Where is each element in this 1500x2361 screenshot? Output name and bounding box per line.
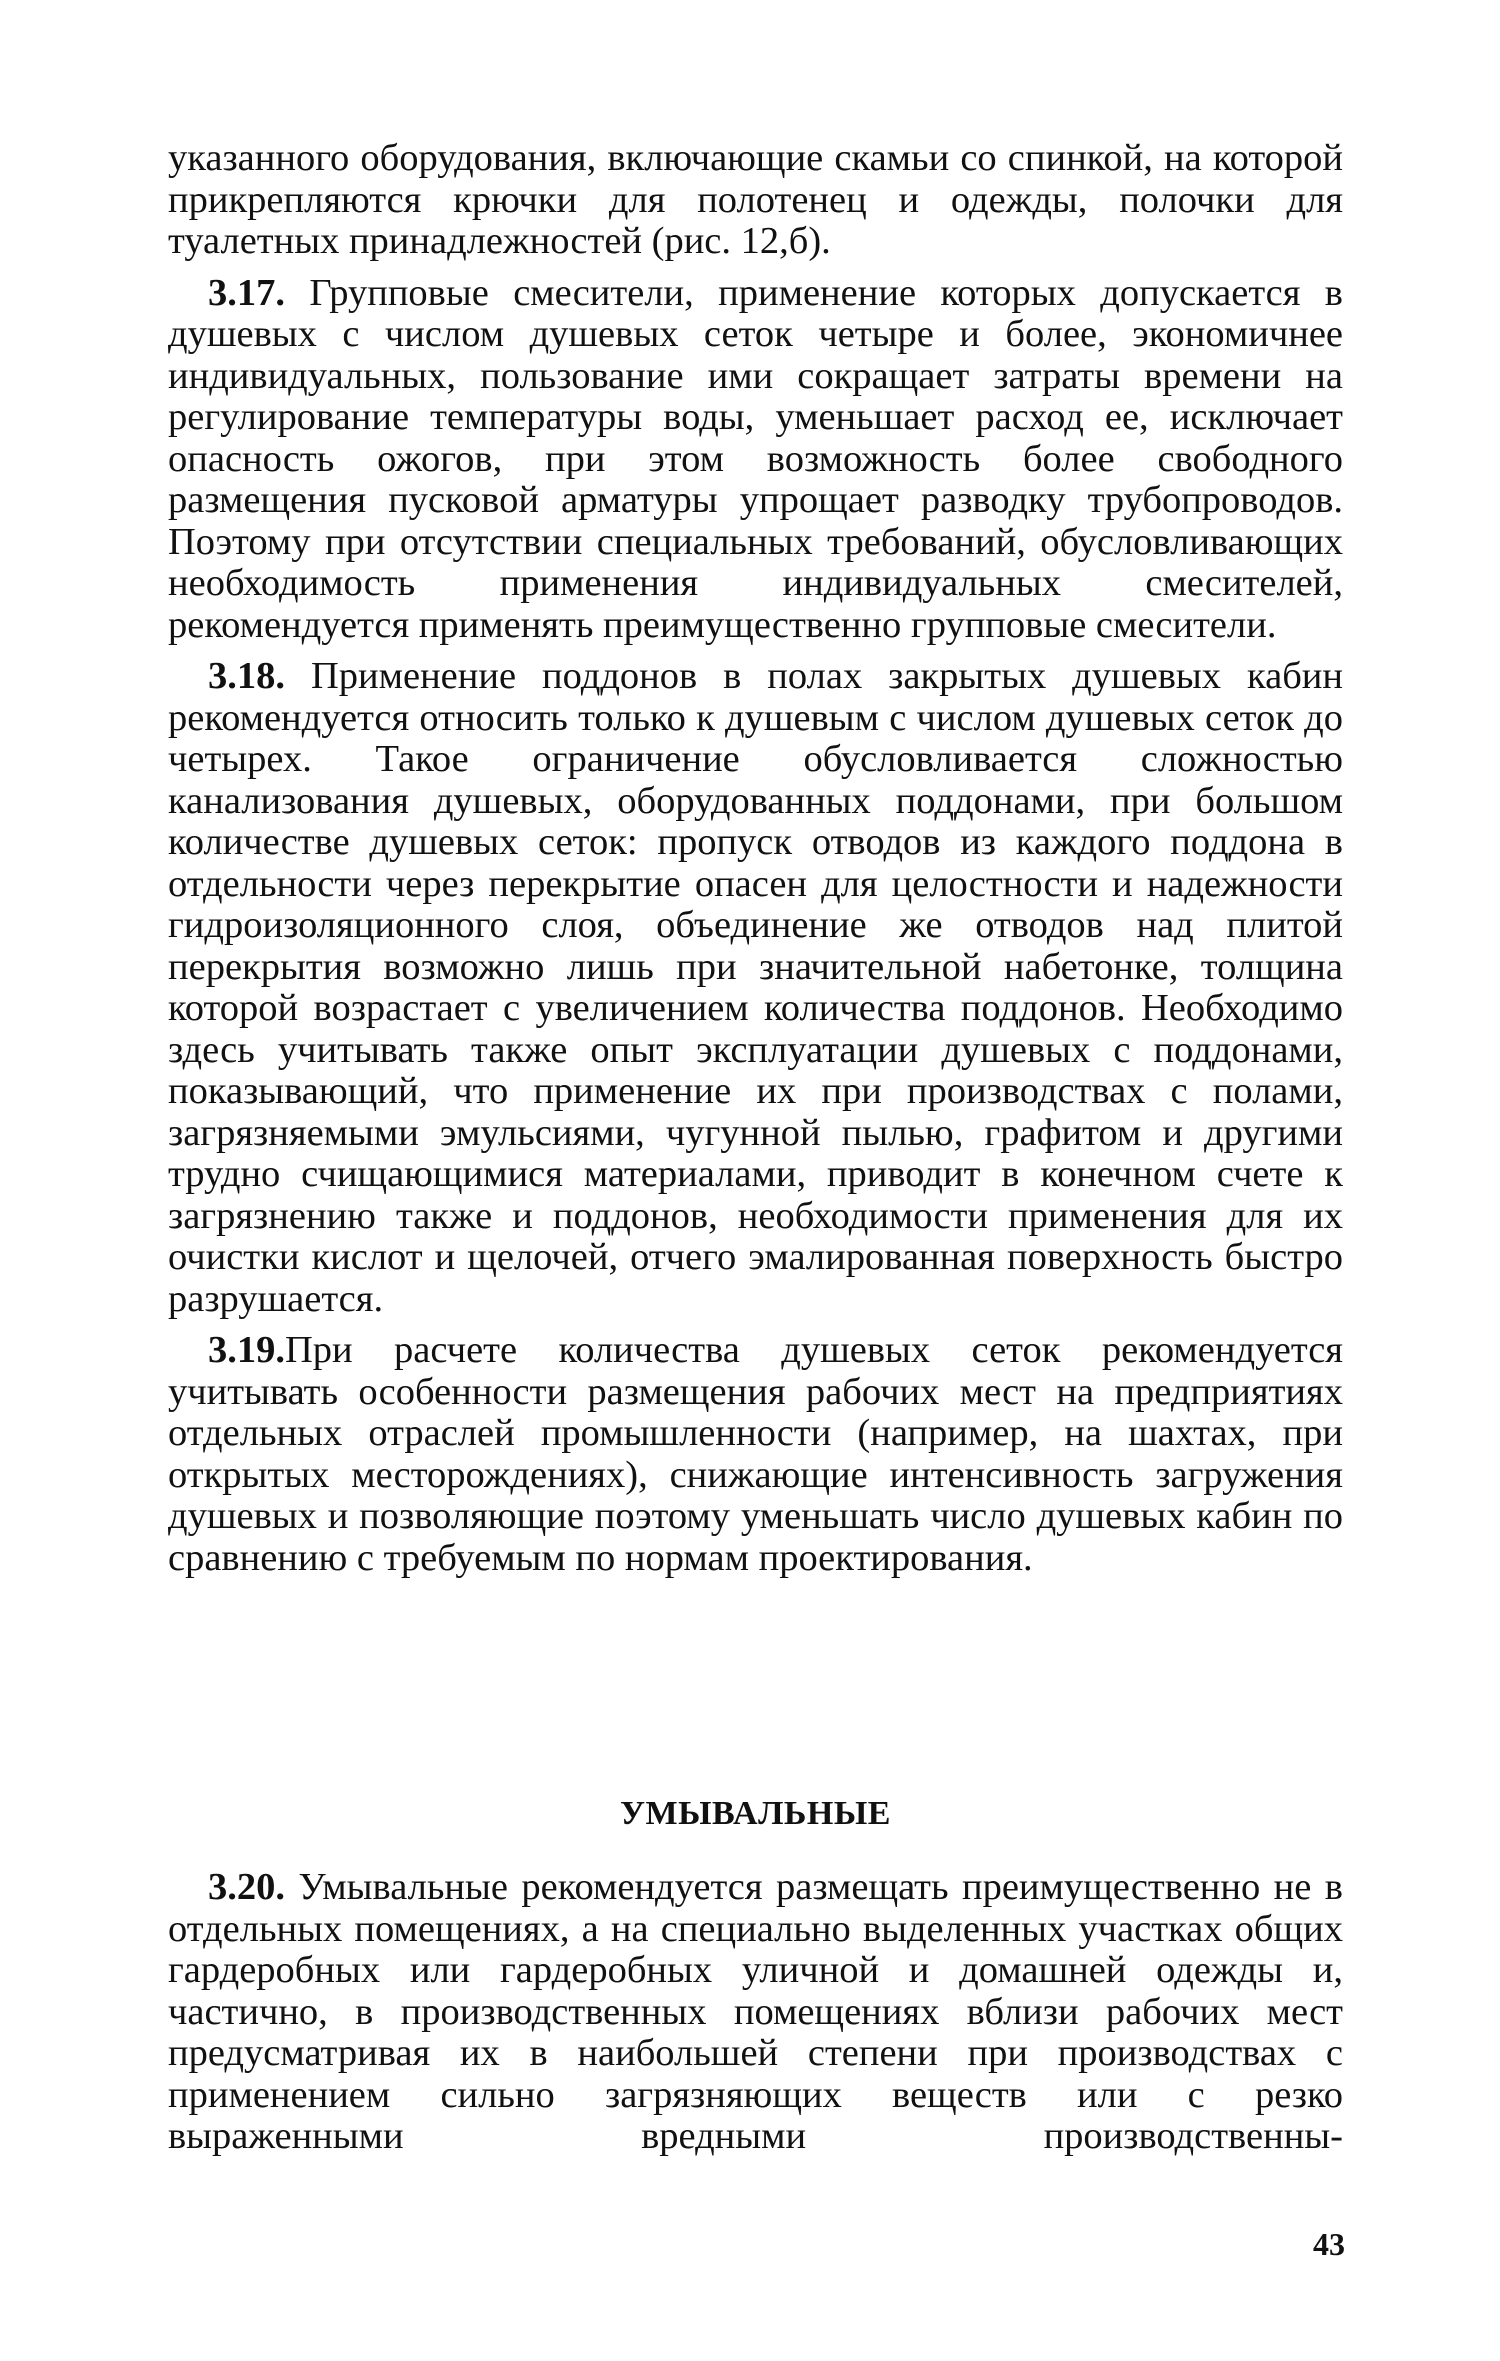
- continuation-paragraph: указанного оборудования, включающие скамьи со спинкой, на которой прикрепляются крючки для полотенец и одежды, полочки для туалетных принадлежностей (рис. 12,б).: [168, 137, 1343, 262]
- section-heading: УМЫВАЛЬНЫЕ: [620, 1795, 891, 1832]
- paragraph-3-20: [168, 1867, 1343, 2158]
- paragraph-text: При расчете количества душевых сеток рекомендуется учитывать особенности размещения рабочих мест на предприятиях отдельных отраслей промышленности (например, на шахтах, при открытых месторождениях), снижающие интенсивность загружения душевых и позволяющие поэтому уменьшать число душевых кабин по сравнению с требуемым по нормам проектирования.: [168, 1329, 1343, 1579]
- section-text-column: [168, 1867, 1343, 2158]
- paragraph-3-19: [168, 1330, 1343, 1579]
- paragraph-number: 3.20.: [208, 1866, 285, 1908]
- paragraph-3-18: [168, 656, 1343, 1320]
- paragraph-number: 3.18.: [208, 655, 285, 697]
- paragraph-number: 3.19.: [208, 1329, 285, 1371]
- main-text-column: [168, 138, 1343, 1579]
- paragraph-text: Умывальные рекомендуется размещать преимущественно не в отдельных помещениях, а на специально выделенных участках общих гардеробных или гардеробных уличной и домашней одежды и, частично, в производственных помещениях вблизи рабочих мест предусматривая их в наибольшей степени при производствах с применением сильно загрязняющих веществ или с резко выраженными вредными производственны-: [168, 1866, 1343, 2157]
- paragraph-3-17: [168, 273, 1343, 647]
- paragraph-text: Групповые смесители, применение которых допускается в душевых с числом душевых сеток четыре и более, экономичнее индивидуальных, пользование ими сокращает затраты времени на регулирование температуры воды, уменьшает расход ее, исключает опасность ожогов, при этом возможность более свободного размещения пусковой арматуры упрощает разводку трубопроводов. Поэтому при отсутствии специальных требований, обусловливающих необходимость применения индивидуальных смесителей, рекомендуется применять преимущественно групповые смесители.: [168, 271, 1343, 646]
- paragraph-number: 3.17.: [208, 271, 285, 314]
- paragraph-text: Применение поддонов в полах закрытых душевых кабин рекомендуется относить только к душевым с числом душевых сеток до четырех. Такое ограничение обусловливается сложностью канализования душевых, оборудованных поддонами, при большом количестве душевых сеток: пропуск отводов из каждого поддона в отдельности через перекрытие опасен для целостности и надежности гидроизоляционного слоя, объединение же отводов над плитой перекрытия возможно лишь при значительной набетонке, толщина которой возрастает с увеличением количества поддонов. Необходимо здесь учитывать также опыт эксплуатации душевых с поддонами, показывающий, что применение их при производствах с полами, загрязняемыми эмульсиями, чугунной пылью, графитом и другими трудно счищающимися материалами, приводит в конечном счете к загрязнению также и поддонов, необходимости применения для их очистки кислот и щелочей, отчего эмалированная поверхность быстро разрушается.: [168, 655, 1343, 1320]
- page-number: 43: [1313, 2226, 1345, 2262]
